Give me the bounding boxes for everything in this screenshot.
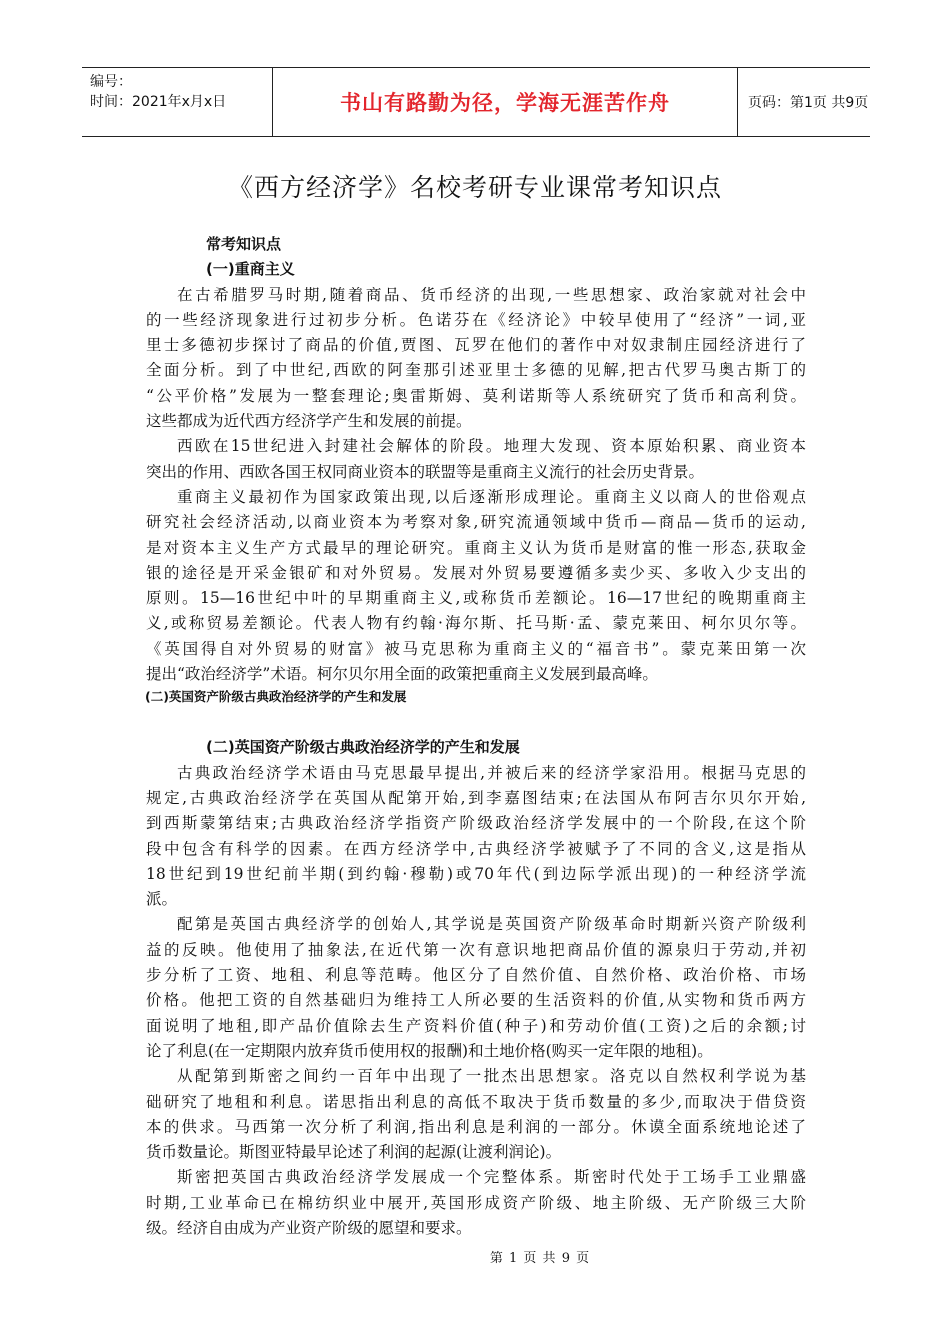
number-label: 编号： — [90, 74, 132, 90]
page-footer — [0, 1247, 950, 1266]
text-line: 论了利息(在一定期限内放弃货币使用权的报酬)和土地价格(购买一定年限的地租)。 — [146, 1041, 713, 1060]
text-line: 规定,古典政治经济学在英国从配第开始,到李嘉图结束;在法国从布阿吉尔贝尔开始, — [146, 788, 806, 807]
date-label: 时间：2021年x月x日 — [90, 94, 227, 110]
text-line: 是对资本主义生产方式最早的理论研究。重商主义认为货币是财富的惟一形态,获取金 — [146, 538, 806, 557]
text-line: 全面分析。到了中世纪,西欧的阿奎那引述亚里士多德的见解,把古代罗马奥古斯丁的 — [146, 361, 806, 380]
text-line: 古典政治经济学术语由马克思最早提出,并被后来的经济学家沿用。根据马克思的 — [177, 763, 806, 782]
spacer — [146, 715, 806, 735]
text-line: 西欧在15世纪进入封建社会解体的阶段。地理大发现、资本原始积累、商业资本 — [177, 437, 806, 456]
text-line: 从配第到斯密之间约一百年中出现了一批杰出思想家。洛克以自然权利学说为基 — [177, 1067, 806, 1086]
section-1-paragraphs — [146, 283, 806, 688]
text-line: 面说明了地租,即产品价值除去生产资料价值(种子)和劳动价值(工资)之后的余额;讨 — [146, 1016, 806, 1035]
text-line: 18世纪到19世纪前半期(到约翰·穆勒)或70年代(到边际学派出现)的一种经济学流 — [146, 864, 806, 883]
text-line: 础研究了地租和利息。诺思指出利息的高低不取决于货币数量的多少,而取决于借贷资 — [146, 1092, 806, 1111]
text-line: 《英国得自对外贸易的财富》被马克思称为重商主义的“福音书”。蒙克莱田第一次 — [146, 639, 806, 658]
text-line: 本的供求。马西第一次分析了利润,指出利息是利润的一部分。休谟全面系统地论述了 — [146, 1117, 806, 1136]
text-line: 价格。他把工资的自然基础归为维持工人所必要的生活资料的价值,从实物和货币两方 — [146, 991, 806, 1010]
text-line: 斯密把英国古典政治经济学发展成一个完整体系。斯密时代处于工场手工业鼎盛 — [177, 1168, 806, 1187]
section-label: 常考知识点 — [206, 235, 282, 253]
text-line: 里士多德初步探讨了商品的价值,贾图、瓦罗在他们的著作中对奴隶制庄园经济进行了 — [146, 336, 806, 355]
header-left — [82, 68, 272, 136]
footer-page-number: 第 1 页 共 9 页 — [489, 1251, 591, 1266]
text-line: 时期,工业革命已在棉纺织业中展开,英国形成资产阶级、地主阶级、无产阶级三大阶 — [146, 1193, 806, 1212]
text-line: 重商主义最初作为国家政策出现,以后逐渐形成理论。重商主义以商人的世俗观点 — [177, 487, 806, 506]
heading-mercantilism: (一)重商主义 — [206, 260, 295, 279]
text-line: 级。经济自由成为产业资产阶级的愿望和要求。 — [146, 1218, 472, 1237]
text-line: 益的反映。他使用了抽象法,在近代第一次有意识地把商品价值的源泉归于劳动,并初 — [146, 940, 806, 959]
text-line: 配第是英国古典经济学的创始人,其学说是英国资产阶级革命时期新兴资产阶级利 — [177, 915, 806, 934]
text-line: “公平价格”发展为一整套理论;奥雷斯姆、莫利诺斯等人系统研究了货币和高利贷。 — [146, 386, 806, 405]
small-heading: (二)英国资产阶级古典政治经济学的产生和发展 — [145, 689, 407, 705]
document-title: 《西方经济学》名校考研专业课常考知识点 — [227, 173, 722, 202]
text-line: 在古希腊罗马时期,随着商品、货币经济的出现,一些思想家、政治家就对社会中 — [177, 285, 806, 304]
text-line: 研究社会经济活动,以商业资本为考察对象,研究流通领域中货币—商品—货币的运动, — [146, 513, 806, 532]
text-line: 到西斯蒙第结束;古典政治经济学指资产阶级政治经济学发展中的一个阶段,在这个阶 — [146, 814, 806, 833]
text-line: 这些都成为近代西方经济学产生和发展的前提。 — [146, 412, 472, 431]
text-line: 派。 — [146, 890, 178, 909]
section-2-paragraphs — [146, 761, 806, 1242]
text-line: 原则。15—16世纪中叶的早期重商主义,或称货币差额论。16—17世纪的晚期重商主 — [146, 589, 806, 608]
text-line: 突出的作用、西欧各国王权同商业资本的联盟等是重商主义流行的社会历史背景。 — [146, 462, 705, 481]
text-line: 的一些经济现象进行过初步分析。色诺芬在《经济论》中较早使用了“经济”一词,亚 — [146, 310, 806, 329]
text-line: 银的途径是开采金银矿和对外贸易。发展对外贸易要遵循多卖少买、多收入少支出的 — [146, 563, 806, 582]
text-line: 段中包含有科学的因素。在西方经济学中,古典经济学被赋予了不同的含义,这是指从 — [146, 839, 806, 858]
document-body — [146, 232, 806, 1241]
header-motto: 书山有路勤为径，学海无涯苦作舟 — [272, 68, 738, 136]
header-page-label: 页码：第1页 共9页 — [748, 95, 869, 111]
text-line: 提出“政治经济学”术语。柯尔贝尔用全面的政策把重商主义发展到最高峰。 — [146, 665, 658, 684]
text-line: 义,或称贸易差额论。代表人物有约翰·海尔斯、托马斯·孟、蒙克莱田、柯尔贝尔等。 — [146, 614, 806, 633]
page-header — [82, 67, 870, 137]
heading-classical-economics: (二)英国资产阶级古典政治经济学的产生和发展 — [206, 738, 520, 757]
text-line: 步分析了工资、地租、利息等范畴。他区分了自然价值、自然价格、政治价格、市场 — [146, 966, 806, 985]
text-line: 货币数量论。斯图亚特最早论述了利润的起源(让渡利润论)。 — [146, 1143, 562, 1162]
